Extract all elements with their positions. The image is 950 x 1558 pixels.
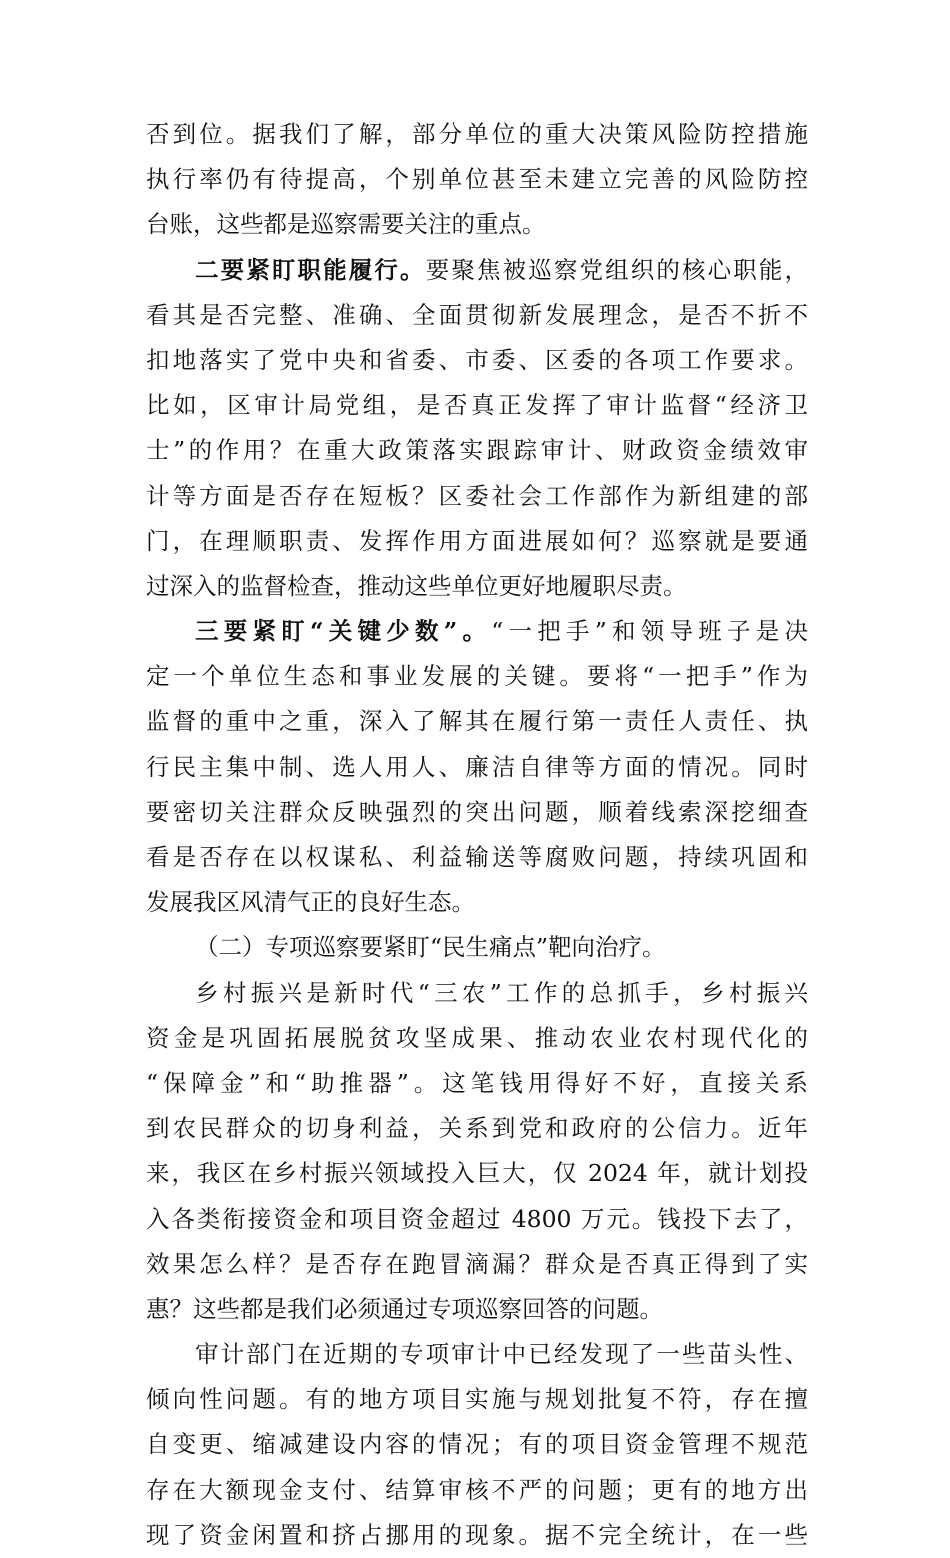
body-line bbox=[146, 383, 808, 428]
body-line bbox=[146, 248, 808, 293]
body-text: 来，我区在乡村振兴领域投入巨大，仅 2024 年，就计划投 bbox=[146, 1159, 808, 1188]
body-text: 乡村振兴是新时代“三农”工作的总抓手，乡村振兴 bbox=[195, 978, 808, 1007]
body-line bbox=[146, 790, 808, 835]
body-line bbox=[146, 428, 808, 473]
body-line bbox=[146, 474, 808, 519]
body-line bbox=[146, 1197, 808, 1242]
body-line bbox=[146, 654, 808, 699]
body-text: 发展我区风清气正的良好生态。 bbox=[146, 888, 475, 917]
body-text: 倾向性问题。有的地方项目实施与规划批复不符，存在擅 bbox=[146, 1385, 808, 1414]
body-line bbox=[146, 157, 808, 202]
body-line bbox=[146, 1287, 808, 1332]
body-text: 入各类衔接资金和项目资金超过 4800 万元。钱投下去了， bbox=[146, 1204, 808, 1233]
body-line bbox=[146, 745, 808, 790]
body-text: 现了资金闲置和挤占挪用的现象。据不完全统计，在一些 bbox=[146, 1520, 808, 1549]
body-line bbox=[146, 1061, 808, 1106]
body-line bbox=[146, 1513, 808, 1558]
body-text: 惠？这些都是我们必须通过专项巡察回答的问题。 bbox=[146, 1294, 663, 1323]
section-heading bbox=[146, 925, 808, 970]
body-text: 过深入的监督检查，推动这些单位更好地履职尽责。 bbox=[146, 571, 687, 600]
body-text: 效果怎么样？是否存在跑冒滴漏？群众是否真正得到了实 bbox=[146, 1249, 808, 1278]
body-text: 监督的重中之重，深入了解其在履行第一责任人责任、执 bbox=[146, 707, 808, 736]
body-line bbox=[146, 835, 808, 880]
body-line bbox=[146, 1242, 808, 1287]
body-line bbox=[146, 609, 808, 654]
body-text: 要密切关注群众反映强烈的突出问题，顺着线索深挖细查 bbox=[146, 797, 808, 826]
bold-heading: 二要紧盯职能履行。 bbox=[195, 255, 426, 284]
body-line bbox=[146, 338, 808, 383]
body-line bbox=[146, 293, 808, 338]
body-line bbox=[146, 1151, 808, 1196]
body-line bbox=[146, 699, 808, 744]
body-line bbox=[146, 1468, 808, 1513]
body-text: 扣地落实了党中央和省委、市委、区委的各项工作要求。 bbox=[146, 345, 808, 374]
body-text: 看其是否完整、准确、全面贯彻新发展理念，是否不折不 bbox=[146, 300, 808, 329]
body-text: “一把手”和领导班子是决 bbox=[491, 617, 808, 646]
body-text: 审计部门在近期的专项审计中已经发现了一些苗头性、 bbox=[195, 1340, 808, 1369]
body-line bbox=[146, 1106, 808, 1151]
body-text: 台账，这些都是巡察需要关注的重点。 bbox=[146, 210, 546, 239]
body-text: 定一个单位生态和事业发展的关键。要将“一把手”作为 bbox=[146, 662, 808, 691]
body-line bbox=[146, 1422, 808, 1467]
body-line bbox=[146, 1377, 808, 1422]
bold-heading: 三要紧盯“关键少数”。 bbox=[195, 617, 492, 646]
body-line bbox=[146, 112, 808, 157]
body-text: 自变更、缩减建设内容的情况；有的项目资金管理不规范 bbox=[146, 1430, 808, 1459]
body-line bbox=[146, 971, 808, 1016]
body-text: 存在大额现金支付、结算审核不严的问题；更有的地方出 bbox=[146, 1475, 808, 1504]
body-text: “保障金”和“助推器”。这笔钱用得好不好，直接关系 bbox=[146, 1068, 808, 1097]
document-page bbox=[146, 112, 808, 1558]
body-text: 行民主集中制、选人用人、廉洁自律等方面的情况。同时 bbox=[146, 752, 808, 781]
body-text: 比如，区审计局党组，是否真正发挥了审计监督“经济卫 bbox=[146, 391, 808, 420]
body-text: 计等方面是否存在短板？区委社会工作部作为新组建的部 bbox=[146, 481, 808, 510]
body-text: 看是否存在以权谋私、利益输送等腐败问题，持续巩固和 bbox=[146, 843, 808, 871]
body-text: 执行率仍有待提高，个别单位甚至未建立完善的风险防控 bbox=[146, 165, 808, 194]
body-text: 门，在理顺职责、发挥作用方面进展如何？巡察就是要通 bbox=[146, 526, 808, 555]
body-text: 资金是巩固拓展脱贫攻坚成果、推动农业农村现代化的 bbox=[146, 1023, 808, 1052]
body-text: 士”的作用？在重大政策落实跟踪审计、财政资金绩效审 bbox=[146, 436, 808, 465]
body-line bbox=[146, 202, 808, 247]
body-line bbox=[146, 880, 808, 925]
body-line bbox=[146, 1332, 808, 1377]
body-line bbox=[146, 519, 808, 564]
body-line bbox=[146, 1016, 808, 1061]
body-text: 否到位。据我们了解，部分单位的重大决策风险防控措施 bbox=[146, 120, 808, 148]
body-text: 要聚焦被巡察党组织的核心职能， bbox=[425, 255, 809, 284]
body-line bbox=[146, 564, 808, 609]
body-text: 到农民群众的切身利益，关系到党和政府的公信力。近年 bbox=[146, 1114, 808, 1143]
section-heading-text: （二）专项巡察要紧盯“民生痛点”靶向治疗。 bbox=[195, 933, 666, 962]
